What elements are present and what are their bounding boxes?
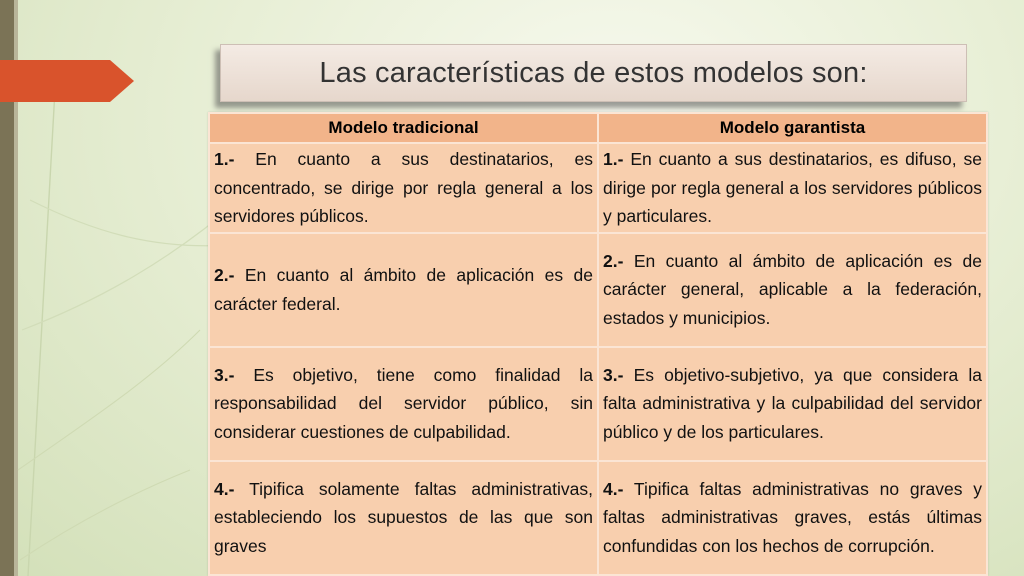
table-cell-right [598, 143, 987, 233]
item-text: En cuanto al ámbito de aplicación es de carácter federal. [214, 265, 593, 314]
table-cell-left [209, 461, 598, 575]
table-cell-right [598, 347, 987, 461]
comparison-table [208, 112, 988, 576]
item-text: Es objetivo-subjetivo, ya que considera la falta administrativa y la culpabilidad del servidor público y de los particulares. [603, 364, 982, 442]
item-text: Tipifica solamente faltas administrativas, estableciendo los supuestos de las que son graves [214, 478, 593, 556]
item-text: En cuanto al ámbito de aplicación es de carácter general, aplicable a la federación, estados y municipios. [603, 250, 982, 328]
item-number: 1.- [603, 149, 624, 169]
title-box [220, 44, 967, 102]
item-number: 3.- [603, 364, 624, 385]
item-number: 3.- [214, 364, 235, 385]
table-cell-left [209, 347, 598, 461]
item-number: 1.- [214, 149, 235, 169]
item-number: 2.- [603, 250, 624, 271]
table-cell-right [598, 233, 987, 347]
table-row [209, 143, 987, 233]
table-row [209, 347, 987, 461]
item-text: En cuanto a sus destinatarios, es concentrado, se dirige por regla general a los servidores públicos. [214, 149, 593, 226]
table-header-row [209, 113, 987, 143]
table-cell-right [598, 461, 987, 575]
item-number: 4.- [603, 478, 624, 499]
arrow-marker-icon [0, 60, 134, 102]
item-number: 4.- [214, 478, 235, 499]
table-cell-left [209, 233, 598, 347]
table-row [209, 461, 987, 575]
header-modelo-garantista: Modelo garantista [598, 113, 987, 143]
header-modelo-tradicional: Modelo tradicional [209, 113, 598, 143]
item-number: 2.- [214, 265, 235, 285]
table-cell-left [209, 143, 598, 233]
item-text: Es objetivo, tiene como finalidad la responsabilidad del servidor público, sin considerar cuestiones de culpabilidad. [214, 364, 593, 442]
item-text: En cuanto a sus destinatarios, es difuso, se dirige por regla general a los servidores públicos y particulares. [603, 149, 982, 226]
slide-title: Las características de estos modelos son: [319, 56, 868, 89]
table-row [209, 233, 987, 347]
item-text: Tipifica faltas administrativas no graves y faltas administrativas graves, estás últimas confundidas con los hechos de corrupción. [603, 478, 982, 556]
